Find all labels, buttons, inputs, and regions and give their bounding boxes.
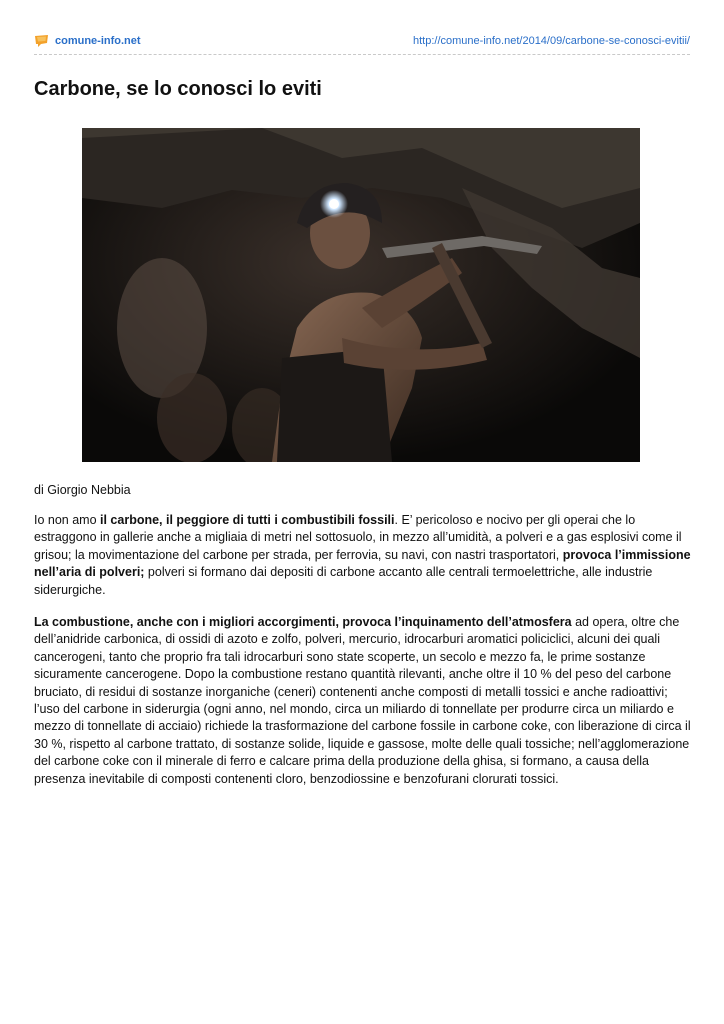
speech-bubble-icon (34, 34, 49, 48)
text-span: Io non amo (34, 513, 101, 527)
text-span: polveri si formano dai depositi di carbone accanto alle centrali termoelettriche, alle industrie siderurgiche. (34, 565, 653, 597)
paragraph-1 (34, 512, 694, 599)
text-span: ad opera, oltre che dell’anidride carbonica, di ossidi di azoto e zolfo, polveri, mercurio, idrocarburi aromatici policiclici, alcuni dei quali cancerogeni, tanto che proprio fra tali idrocarburi sono state scoperte, un secolo e mezzo fa, le prime sostanze sicuramente cancerogene. Dopo la combustione restano quantità rilevanti, anche oltre il 10 % del peso del carbone bruciato, di residui di sostanze inorganiche (ceneri) contenenti anche composti di metalli tossici e anche radioattivi; l’uso del carbone in siderurgia (ogni anno, nel mondo, circa un miliardo di tonnellate per produrre circa un miliardo e mezzo di tonnellate di acciaio) richiede la trasformazione del carbone fossile in carbone coke, con liberazione di circa il 30 %, rispetto al carbone trattato, di sostanze solide, liquide e gassose, molte delle quali tossiche; nell’agglomerazione del carbone coke con il minerale di ferro e calcare prima della produzione della ghisa, si formano, a causa della presenza inevitabile di composti contenenti cloro, benzodiossine e benzofurani clorurati tossici. (34, 615, 691, 786)
page-url-link[interactable]: http://comune-info.net/2014/09/carbone-se-conosci-evitii/ (413, 35, 690, 47)
site-name[interactable]: comune-info.net (55, 35, 141, 47)
page-header (34, 32, 690, 52)
text-span: . E’ pericoloso e nocivo per gli operai che lo estraggono in gallerie anche a migliaia di metri nel sottosuolo, in mezzo all’umidità, a polveri e a gas esplosivi come il grisou; la movimentazione del carbone per strada, per ferrovia, su navi, con nastri trasportatori, (34, 513, 682, 562)
article-byline: di Giorgio Nebbia (34, 483, 131, 497)
header-divider (34, 54, 690, 55)
article-title: Carbone, se lo conosci lo eviti (34, 78, 322, 100)
bold-text: provoca l’immissione nell’aria di polveri; (34, 547, 691, 580)
article-body (34, 512, 694, 803)
bold-text: il carbone, il peggiore di tutti i combustibili fossili (100, 513, 395, 527)
miner-photo-illustration (82, 128, 640, 462)
bold-text: La combustione, anche con i migliori accorgimenti, provoca l’inquinamento dell’atmosfera (34, 615, 572, 630)
paragraph-2 (34, 614, 694, 788)
site-logo[interactable] (34, 34, 141, 48)
article-photo (82, 128, 640, 462)
